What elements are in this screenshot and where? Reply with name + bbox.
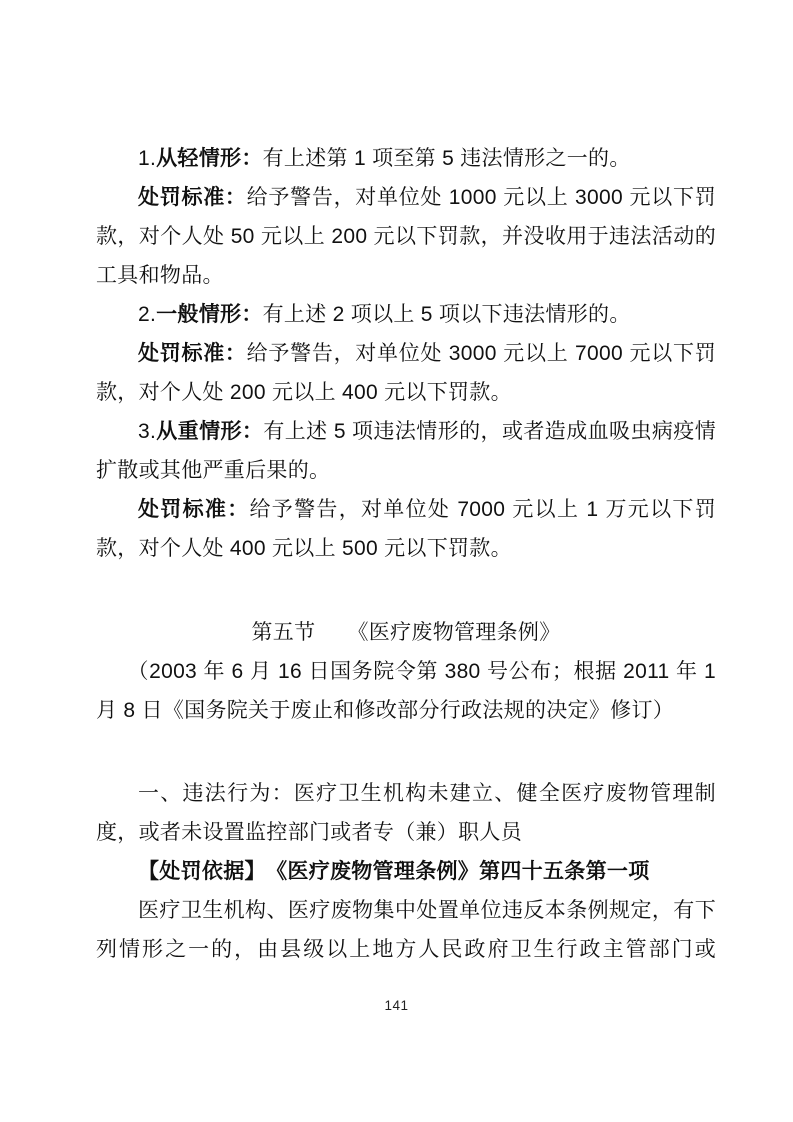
penalty-text: 给予警告，对单位处 1000 元以上 3000 元以下罚款，对个人处 50 元以上 200 元以下罚款，并没收用于违法活动的工具和物品。 bbox=[96, 186, 717, 287]
penalty-standard-3 bbox=[96, 490, 716, 568]
penalty-label-bold: 处罚标准： bbox=[138, 498, 250, 521]
item-1-lenient-circumstance bbox=[96, 139, 716, 178]
page-number: 141 bbox=[384, 998, 409, 1013]
item-2-general-circumstance bbox=[96, 295, 716, 334]
penalty-text: 给予警告，对单位处 3000 元以上 7000 元以下罚款，对个人处 200 元以上 400 元以下罚款。 bbox=[96, 342, 717, 404]
regulation-excerpt: 医疗卫生机构、医疗废物集中处置单位违反本条例规定，有下列情形之一的，由县级以上地方人民政府卫生行政主管部门或 bbox=[96, 899, 716, 961]
penalty-label-bold: 处罚标准： bbox=[138, 342, 247, 365]
item-text: 有上述第 1 项至第 5 违法情形之一的。 bbox=[262, 147, 631, 170]
item-label-bold: 从轻情形： bbox=[156, 147, 263, 170]
section-heading: 第五节 《医疗废物管理条例》 bbox=[251, 621, 561, 644]
item-text: 有上述 2 项以上 5 项以下违法情形的。 bbox=[262, 303, 631, 326]
item-text: 有上述 5 项违法情形的，或者造成血吸虫病疫情扩散或其他严重后果的。 bbox=[96, 420, 717, 482]
penalty-text: 给予警告，对单位处 7000 元以上 1 万元以下罚款，对个人处 400 元以上 500 元以下罚款。 bbox=[96, 498, 716, 560]
penalty-basis-line: 【处罚依据】 《医疗废物管理条例》第四十五条第一项 bbox=[138, 860, 650, 883]
item-number: 3. bbox=[138, 420, 157, 443]
item-3-aggravated-circumstance bbox=[96, 412, 716, 490]
item-number: 1. bbox=[138, 147, 157, 170]
promulgation-note: （2003 年 6 月 16 日国务院令第 380 号公布；根据 2011 年 1 月 8 日《国务院关于废止和修改部分行政法规的决定》修订） bbox=[96, 660, 716, 722]
penalty-label-bold: 处罚标准： bbox=[138, 186, 247, 209]
item-number: 2. bbox=[138, 303, 157, 326]
penalty-standard-1 bbox=[96, 178, 716, 295]
item-label-bold: 一般情形： bbox=[156, 303, 263, 326]
item-label-bold: 从重情形： bbox=[156, 420, 264, 443]
penalty-standard-2 bbox=[96, 334, 716, 412]
document-content bbox=[96, 139, 716, 969]
violation-item-1: 一、违法行为：医疗卫生机构未建立、健全医疗废物管理制度，或者未设置监控部门或者专（兼）职人员 bbox=[96, 782, 716, 844]
